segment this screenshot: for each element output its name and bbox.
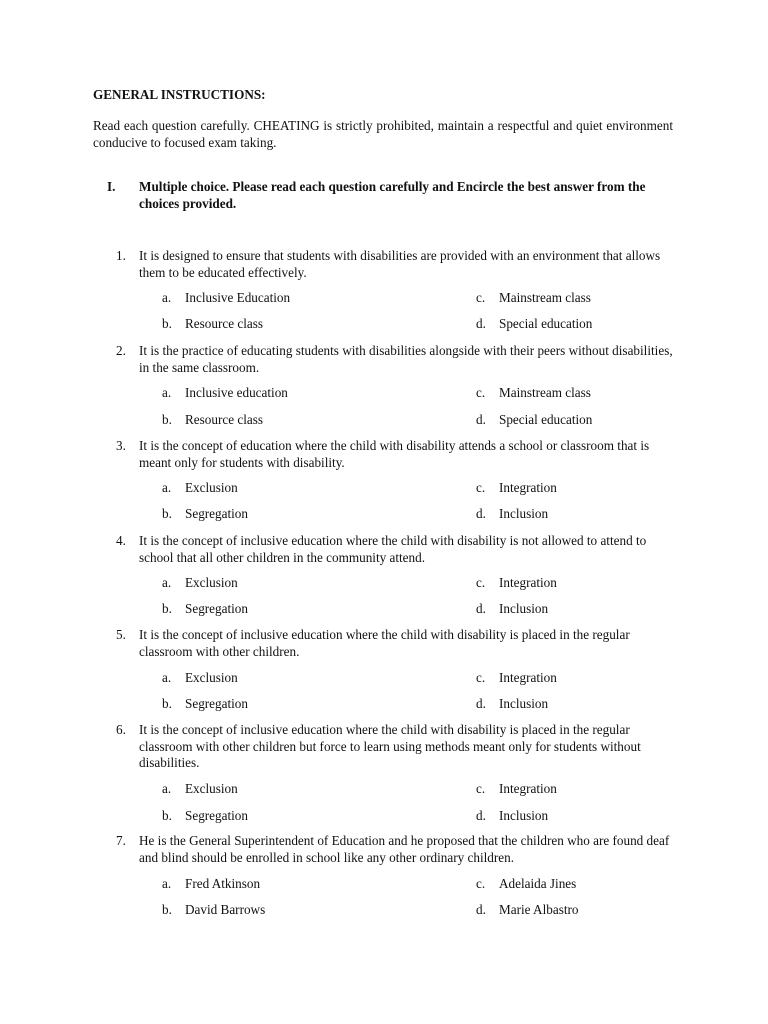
choice-text: Special education xyxy=(499,316,593,331)
choice-letter: a. xyxy=(162,480,172,495)
choice-letter: b. xyxy=(162,808,172,823)
question-text: It is designed to ensure that students with disabilities are provided with an environment that allows them to be educated effectively. xyxy=(139,248,661,280)
choice-text: Marie Albastro xyxy=(499,902,579,917)
choice-text: Inclusion xyxy=(499,808,549,823)
question-number: 2. xyxy=(116,343,126,358)
question-number: 7. xyxy=(116,833,126,848)
general-instructions-text: Read each question carefully. CHEATING is strictly prohibited, maintain a respectful and quiet environment conducive to focused exam taking. xyxy=(93,118,673,150)
choice-letter: d. xyxy=(476,316,486,331)
question-text: It is the concept of inclusive education where the child with disability is placed in the regular classroom with other children but force to learn using methods meant only for students without disabilities. xyxy=(139,722,641,770)
choice-text: Resource class xyxy=(185,412,263,427)
choice-letter: c. xyxy=(476,670,486,685)
choice-letter: b. xyxy=(162,316,172,331)
question-number: 6. xyxy=(116,722,126,737)
choice-letter: c. xyxy=(476,290,486,305)
choice-text: Exclusion xyxy=(185,480,238,495)
choice-text: Segregation xyxy=(185,696,248,711)
choice-text: Integration xyxy=(499,781,557,796)
choice-letter: b. xyxy=(162,696,172,711)
choice-text: Inclusive education xyxy=(185,385,288,400)
choice-text: Integration xyxy=(499,670,557,685)
choice-text: Special education xyxy=(499,412,593,427)
question-text: It is the practice of educating students with disabilities alongside with their peers without disabilities, in the same classroom. xyxy=(139,343,673,375)
choice-letter: b. xyxy=(162,412,172,427)
choice-letter: c. xyxy=(476,385,486,400)
choice-letter: c. xyxy=(476,876,486,891)
choice-text: Inclusion xyxy=(499,601,549,616)
choice-text: Inclusion xyxy=(499,696,549,711)
choice-letter: a. xyxy=(162,670,172,685)
choice-text: Exclusion xyxy=(185,670,238,685)
choice-letter: a. xyxy=(162,290,172,305)
choice-letter: d. xyxy=(476,808,486,823)
choice-text: Integration xyxy=(499,480,557,495)
choice-letter: d. xyxy=(476,601,486,616)
choice-letter: c. xyxy=(476,480,486,495)
choice-text: Inclusion xyxy=(499,506,549,521)
question-text: It is the concept of inclusive education where the child with disability is placed in the regular classroom with other children. xyxy=(139,627,630,659)
choice-letter: d. xyxy=(476,506,486,521)
choice-letter: d. xyxy=(476,902,486,917)
section-title: Multiple choice. Please read each question carefully and Encircle the best answer from the choices provided. xyxy=(139,179,646,211)
question-text: It is the concept of education where the child with disability attends a school or classroom that is meant only for students with disability. xyxy=(139,438,650,470)
choice-text: Mainstream class xyxy=(499,385,591,400)
choice-text: Adelaida Jines xyxy=(499,876,577,891)
choice-text: Integration xyxy=(499,575,557,590)
choice-letter: d. xyxy=(476,412,486,427)
choice-text: David Barrows xyxy=(185,902,266,917)
choice-text: Exclusion xyxy=(185,781,238,796)
question-number: 5. xyxy=(116,627,126,642)
choice-letter: b. xyxy=(162,601,172,616)
choice-text: Segregation xyxy=(185,506,248,521)
section-numeral: I. xyxy=(107,179,116,194)
question-number: 1. xyxy=(116,248,126,263)
choice-text: Mainstream class xyxy=(499,290,591,305)
choice-letter: b. xyxy=(162,902,172,917)
choice-text: Segregation xyxy=(185,808,248,823)
choice-letter: a. xyxy=(162,781,172,796)
choice-text: Resource class xyxy=(185,316,263,331)
choice-letter: d. xyxy=(476,696,486,711)
choice-letter: a. xyxy=(162,876,172,891)
choice-text: Fred Atkinson xyxy=(185,876,261,891)
general-instructions-heading: GENERAL INSTRUCTIONS: xyxy=(93,87,266,102)
choice-text: Exclusion xyxy=(185,575,238,590)
choice-letter: c. xyxy=(476,575,486,590)
question-text: It is the concept of inclusive education where the child with disability is not allowed to attend to school that all other children in the community attend. xyxy=(139,533,647,565)
choice-text: Segregation xyxy=(185,601,248,616)
question-text: He is the General Superintendent of Education and he proposed that the children who are found deaf and blind should be enrolled in school like any other ordinary children. xyxy=(139,833,670,865)
choice-letter: b. xyxy=(162,506,172,521)
choice-letter: a. xyxy=(162,575,172,590)
question-number: 4. xyxy=(116,533,126,548)
choice-letter: c. xyxy=(476,781,486,796)
question-number: 3. xyxy=(116,438,126,453)
choice-text: Inclusive Education xyxy=(185,290,291,305)
choice-letter: a. xyxy=(162,385,172,400)
